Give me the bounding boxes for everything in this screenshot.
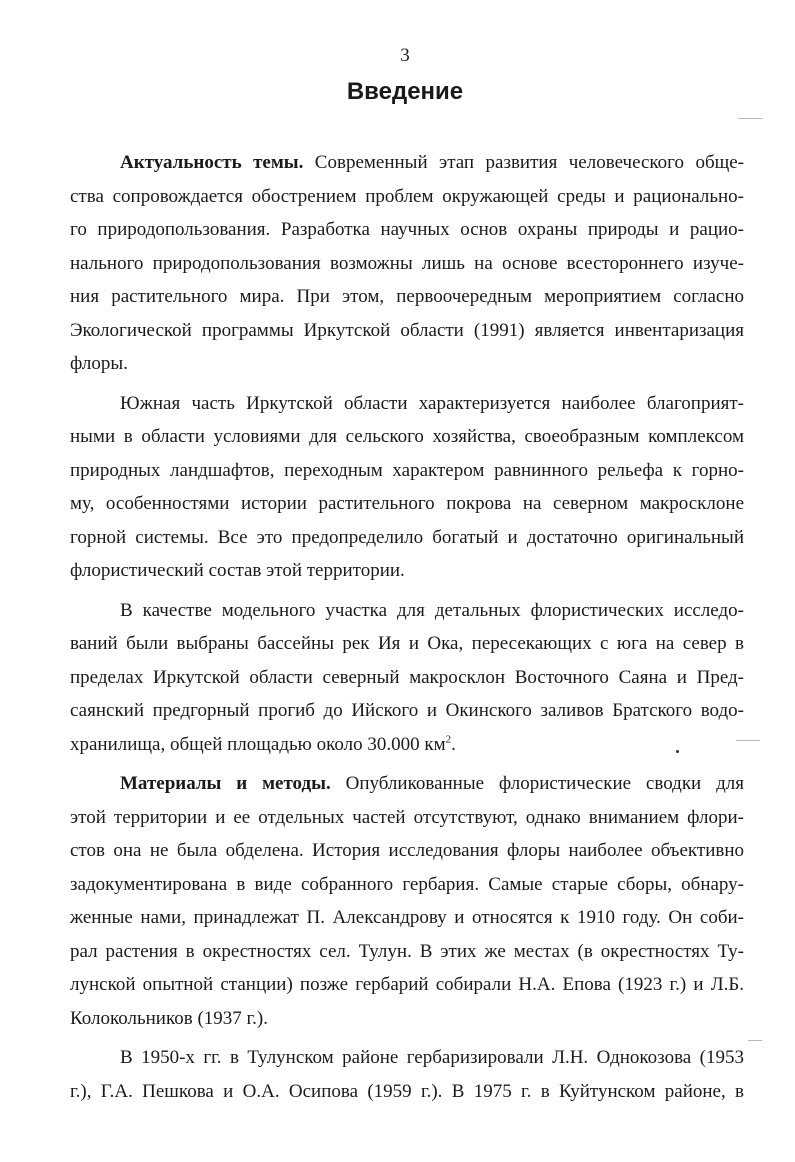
scan-artifact [676, 750, 679, 753]
paragraph-1950s [70, 1041, 744, 1108]
methods-heading: Материалы и методы. [120, 773, 331, 794]
text-line: Колокольников (1937 г.). [70, 1007, 268, 1029]
text-line: флоры. [70, 353, 128, 374]
paragraph-south-region [70, 387, 744, 588]
text-line: Материалы и методы. Опубликованные флористические сводки для [120, 773, 744, 794]
paragraph-relevance [70, 146, 744, 381]
text-line: флористический состав этой территории. [70, 560, 405, 581]
relevance-heading: Актуальность темы. [120, 152, 304, 173]
text-line: Экологической программы Иркутской области (1991) является инвентаризация [70, 319, 744, 341]
superscript: 2 [445, 733, 452, 746]
text-line: горной системы. Все это предопределило богатый и достаточно оригинальный [70, 526, 744, 548]
page-title: Введение [346, 78, 464, 105]
text-line: лунской опытной станции) позже гербарий собирали Н.А. Епова (1923 г.) и Л.Б. [70, 974, 744, 995]
scan-artifact [736, 740, 760, 741]
text-line: В 1950-х гг. в Тулунском районе гербаризировали Л.Н. Однокозова (1953 [120, 1047, 744, 1068]
scan-artifact [738, 118, 762, 119]
text-line: ства сопровождается обострением проблем окружающей среды и рационально- [70, 185, 744, 207]
text-line: саянский предгорный прогиб до Ийского и Окинского заливов Братского водо- [70, 700, 744, 721]
scan-artifact [748, 1040, 762, 1041]
text-line: стов она не была обделена. История исследования флоры наиболее объективно [70, 840, 744, 861]
document-body [70, 146, 744, 1114]
text-line: хранилища, общей площадью около 30.000 $км^2$. [70, 733, 456, 755]
text-line: г.), Г.А. Пешкова и О.А. Осипова (1959 г.). В 1975 г. в Куйтунском районе, в [70, 1080, 744, 1102]
page-number: 3 [400, 45, 410, 66]
text-line: Актуальность темы. Современный этап развития человеческого обще- [120, 152, 744, 173]
text-line: ваний были выбраны бассейны рек Ия и Ока, пересекающих с юга на север в [70, 633, 744, 654]
text-line: женные нами, принадлежат П. Александрову и относятся к 1910 году. Он соби- [70, 907, 744, 928]
text-line: ными в области условиями для сельского хозяйства, своеобразным комплексом [70, 426, 744, 447]
text-line: Южная часть Иркутской области характеризуется наиболее благоприят- [120, 392, 744, 414]
text-line: природных ландшафтов, переходным характером равнинного рельефа к горно- [70, 459, 744, 481]
text-line: пределах Иркутской области северный макросклон Восточного Саяна и Пред- [70, 666, 744, 688]
text-line: го природопользования. Разработка научных основ охраны природы и рацио- [70, 219, 744, 240]
text-line: ния растительного мира. При этом, первоочередным мероприятием согласно [70, 286, 744, 307]
text-line: рал растения в окрестностях сел. Тулун. В этих же местах (в окрестностях Ту- [70, 940, 744, 962]
text-line: этой территории и ее отдельных частей отсутствуют, однако вниманием флори- [70, 806, 744, 828]
text-line: му, особенностями истории растительного покрова на северном макросклоне [70, 493, 744, 514]
text-line: нального природопользования возможны лишь на основе всестороннего изуче- [70, 252, 744, 274]
text-line: В качестве модельного участка для детальных флористических исследо- [120, 599, 744, 621]
text-line: задокументирована в виде собранного гербария. Самые старые сборы, обнару- [70, 873, 744, 895]
paragraph-materials-methods [70, 767, 744, 1035]
paragraph-model-area [70, 594, 744, 762]
